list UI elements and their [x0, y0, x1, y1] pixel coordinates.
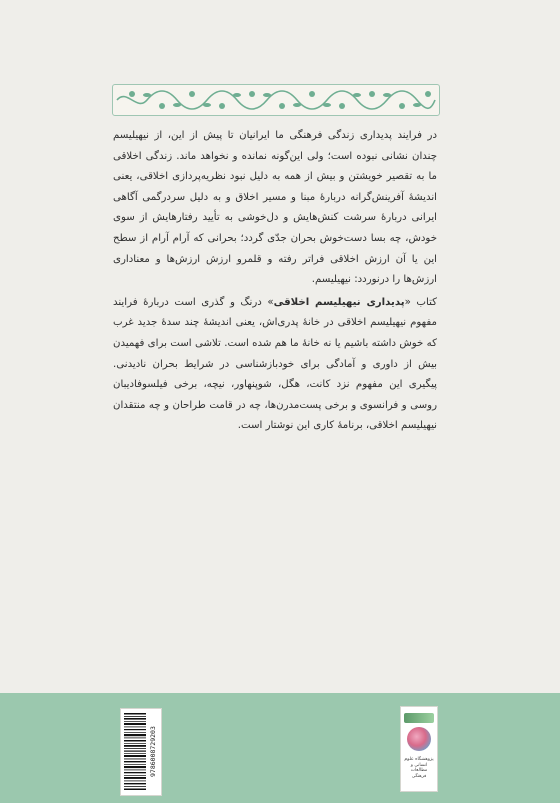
back-cover-text [113, 126, 437, 439]
paragraph-2-rest: » درنگ و گذری است دربارهٔ فرایند مفهوم نیهیلیسم اخلاقی در خانهٔ پدری‌اش، یعنی اندیشهٔ چند سدهٔ جدید غرب که خوش داشته باشیم یا نه خانهٔ ما هم شده است. تلاشی است برای فهمیدن بیش از داوری و آمادگی برای خودبازشناسی در شرایط بحران نادیدنی. پیگیری این مفهوم نزد کانت، هگل، شوپنهاور، نیچه، برخی فیلسوفادیبان روسی و فرانسوی و برخی پست‌مدرن‌ها، چه در قامت طراحان و چه منتقدان نیهیلیسم اخلاقی، برنامهٔ کاری این نوشتار است. [113, 296, 437, 432]
paragraph-1: در فرایند پدیداری زندگی فرهنگی ما ایرانیان تا پیش از این، از نیهیلیسم چندان نشانی نبوده است؛ ولی این‌گونه نمانده و نخواهد ماند. زندگی اخلاقی ما به تقصیر خویشتن و بیش از همه به دلیل نبود نظریه‌پردازی اخلاقی، یعنی اندیشهٔ آفرینش‌گرانه دربارهٔ مبنا و مسیر اخلاق و به دلیل سردرگمی آگاهی ایرانی دربارهٔ سرشت کنش‌هایش و دل‌خوشی به تأیید رفتارهایش از سوی خودش، چه بسا دست‌خوش بحران جدّی گردد؛ بحرانی که آرام آرام از سطح این یا آن ارزش اخلاقی فراتر رفته و قلمرو ارزش ارزش‌ها و معناداری ارزش‌ها را درنوردد: نیهیلیسم. [113, 130, 437, 286]
isbn-number: 9786008729203 [149, 726, 157, 778]
vine-pattern [113, 85, 439, 115]
bottom-color-band [0, 693, 560, 803]
decorative-border-ornament [112, 84, 440, 116]
logo-stripe [404, 713, 434, 723]
barcode-bars [124, 713, 146, 791]
publisher-name: پژوهشگاه علوم انسانی و مطالعات فرهنگی [404, 757, 434, 779]
logo-emblem-icon [407, 727, 431, 751]
paragraph-2-lead: کتاب « [404, 296, 438, 308]
book-title-emphasis: پدیداری نیهیلیسم اخلاقی [273, 296, 405, 308]
paragraph-2 [113, 293, 437, 437]
isbn-barcode [120, 708, 162, 796]
publisher-logo [400, 706, 438, 792]
